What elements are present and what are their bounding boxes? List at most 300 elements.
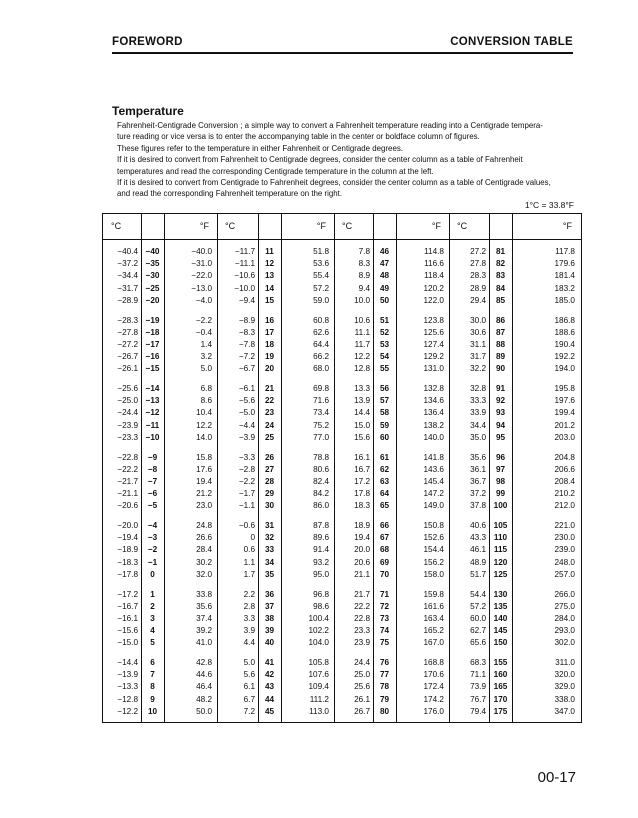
table-row (103, 476, 580, 488)
table-cell-key-value: 69 (379, 557, 390, 567)
table-cell: 91.4 (313, 545, 329, 555)
paragraph-line: If it is desired to convert from Centigrade to Fahrenheit degrees, consider the center column as a table of Centigrade values, (117, 178, 551, 188)
table-cell: 18.9 (354, 521, 370, 530)
table-cell: 35.6 (470, 452, 486, 462)
table-cell-key-value: 15 (264, 295, 275, 305)
table-cell: 55.4 (313, 271, 329, 281)
table-cell: 6.8 (200, 384, 212, 393)
table-cell-key-value: −7 (147, 476, 158, 486)
table-cell: −7.2 (238, 352, 255, 362)
table-cell-key-value: 19 (264, 352, 275, 362)
table-cell-key-value: −2 (147, 545, 158, 555)
table-cell: 64.4 (313, 339, 329, 349)
table-cell: 329.0 (554, 682, 575, 692)
table-cell: 8.3 (358, 259, 370, 269)
table-cell: 183.2 (554, 283, 575, 293)
table-cell-key-value: −17 (145, 339, 160, 349)
table-cell: 118.4 (424, 271, 444, 281)
table-cell: 31.7 (470, 352, 486, 362)
table-cell: 185.0 (554, 295, 575, 305)
table-cell: 5.0 (200, 364, 212, 374)
page-number: 00-17 (537, 769, 576, 786)
table-cell: 98.6 (313, 601, 329, 611)
table-cell: 60.8 (313, 315, 329, 325)
table-row (103, 395, 580, 407)
table-cell-key-value: 58 (379, 408, 390, 418)
table-cell-key-value: 35 (264, 569, 275, 579)
table-cell: −11.1 (234, 259, 255, 269)
table-cell-key-value: 0 (150, 569, 155, 579)
table-cell: 37.4 (196, 613, 212, 623)
table-cell-key-value: −15 (145, 364, 160, 374)
table-cell: 54.4 (470, 589, 486, 599)
table-cell-key-value: 49 (379, 283, 390, 293)
table-cell: −1.1 (238, 501, 255, 511)
table-cell: 147.2 (423, 489, 444, 499)
table-cell: 14.0 (196, 432, 212, 442)
table-cell-key-value: −35 (145, 259, 160, 269)
table-cell: −4.0 (195, 295, 212, 305)
table-cell: 30.2 (196, 557, 212, 567)
table-cell: 275.0 (554, 601, 575, 611)
table-cell-key-value: −20 (145, 295, 160, 305)
table-cell: 21.1 (354, 569, 370, 579)
table-cell: −10.0 (234, 283, 255, 293)
table-cell-key-value: 32 (264, 533, 275, 543)
table-row (103, 363, 580, 375)
table-cell: 266.0 (554, 589, 575, 599)
table-cell-key-value: −9 (147, 452, 158, 462)
table-cell: 33.9 (470, 408, 486, 418)
table-cell: 208.4 (554, 476, 575, 486)
table-row (103, 452, 580, 464)
table-cell: −0.4 (195, 327, 212, 337)
table-cell-key-value: 7 (150, 670, 155, 680)
table-cell: −17.2 (117, 589, 138, 599)
table-row (103, 383, 580, 395)
table-cell-key-value: −4 (147, 521, 158, 530)
table-row-group (103, 383, 580, 444)
table-cell: 12.2 (354, 352, 370, 362)
table-cell: 159.8 (423, 589, 444, 599)
table-row (103, 601, 580, 613)
table-cell-key-value: 53 (379, 339, 390, 349)
table-cell: 93.2 (313, 557, 329, 567)
table-cell: 17.6 (196, 464, 212, 474)
table-cell-key-value: 71 (379, 589, 390, 599)
table-cell-key-value: 33 (264, 545, 275, 555)
table-cell: 12.8 (354, 364, 370, 374)
table-cell: 33.8 (196, 589, 212, 599)
table-cell-key-value: 8 (150, 682, 155, 692)
table-cell: −25.0 (117, 396, 138, 406)
table-cell: 34.4 (470, 420, 486, 430)
table-cell-key-value: 37 (264, 601, 275, 611)
table-row-group (103, 589, 580, 650)
table-cell-key-value: 90 (495, 364, 506, 374)
table-cell: 35.6 (196, 601, 212, 611)
table-cell: 57.2 (470, 601, 486, 611)
table-cell: 138.2 (423, 420, 444, 430)
header-title: CONVERSION TABLE (450, 36, 573, 48)
table-cell-key-value: 84 (495, 283, 506, 293)
table-cell: 204.8 (554, 452, 575, 462)
table-cell-key-value: 80 (379, 706, 390, 716)
table-cell: 27.8 (470, 259, 486, 269)
table-cell-key-value: 38 (264, 613, 275, 623)
table-cell: 1.1 (243, 557, 255, 567)
table-cell-key-value: −12 (145, 408, 160, 418)
table-row (103, 657, 580, 669)
table-cell: 293.0 (554, 626, 575, 636)
table-cell-key-value: 87 (495, 327, 506, 337)
table-cell: 161.6 (423, 601, 444, 611)
table-cell: 76.7 (470, 694, 486, 704)
table-cell: 68.3 (470, 658, 486, 667)
table-cell: 190.4 (554, 339, 575, 349)
table-cell-key-value: −3 (147, 533, 158, 543)
table-cell: 28.9 (470, 283, 486, 293)
table-cell-key-value: 27 (264, 464, 275, 474)
table-cell: 2.2 (243, 589, 255, 599)
table-cell-key-value: 1 (150, 589, 155, 599)
table-cell-key-value: −18 (145, 327, 160, 337)
table-cell-key-value: 59 (379, 420, 390, 430)
table-cell: 23.0 (196, 501, 212, 511)
table-cell: 116.6 (424, 259, 444, 269)
table-cell: 53.6 (313, 259, 329, 269)
table-cell: 62.6 (313, 327, 329, 337)
table-row (103, 339, 580, 351)
table-cell: −13.9 (117, 670, 138, 680)
table-cell: −37.2 (117, 259, 138, 269)
table-cell: 195.8 (554, 384, 575, 393)
table-cell: 12.2 (196, 420, 212, 430)
table-cell: 284.0 (554, 613, 575, 623)
table-cell: 117.8 (555, 247, 575, 256)
table-cell: −20.0 (117, 521, 138, 530)
table-cell: 347.0 (554, 706, 575, 716)
table-cell: 122.0 (423, 295, 444, 305)
table-cell: 41.0 (196, 638, 212, 648)
paragraph-line: ture reading or vice versa is to enter the accompanying table in the center or boldface column of figures. (117, 132, 480, 142)
table-cell: 69.8 (313, 384, 329, 393)
table-row (103, 706, 580, 718)
table-cell: 1.4 (200, 339, 212, 349)
table-cell: 6.1 (243, 682, 255, 692)
table-cell: −22.2 (117, 464, 138, 474)
table-cell-key-value: 75 (379, 638, 390, 648)
table-cell: 46.1 (470, 545, 486, 555)
table-cell: 95.0 (313, 569, 329, 579)
table-cell: 136.4 (423, 408, 444, 418)
table-cell: 8.6 (200, 396, 212, 406)
table-cell: 199.4 (554, 408, 575, 418)
table-cell: −21.1 (117, 489, 138, 499)
table-cell: 165.2 (423, 626, 444, 636)
table-cell: 87.8 (313, 521, 329, 530)
table-cell: 32.8 (470, 384, 486, 393)
table-cell: 28.3 (470, 271, 486, 281)
table-cell-key-value: 82 (495, 259, 506, 269)
table-cell-key-value: 17 (264, 327, 275, 337)
table-row (103, 295, 580, 307)
table-cell-key-value: −30 (145, 271, 160, 281)
table-cell: 9.4 (358, 283, 370, 293)
table-row-group (103, 452, 580, 513)
table-cell: 48.9 (470, 557, 486, 567)
table-cell: −10.6 (234, 271, 255, 281)
table-cell: 36.1 (470, 464, 486, 474)
table-cell: 100.4 (308, 613, 329, 623)
table-cell: 123.8 (423, 315, 444, 325)
table-row (103, 557, 580, 569)
table-cell-key-value: 86 (495, 315, 506, 325)
table-row (103, 420, 580, 432)
table-cell: 158.0 (423, 569, 444, 579)
table-cell: 71.1 (470, 670, 486, 680)
table-cell: 167.0 (423, 638, 444, 648)
table-cell-key-value: 10 (147, 706, 158, 716)
table-cell-key-value: 57 (379, 396, 390, 406)
table-cell: 23.3 (354, 626, 370, 636)
table-cell-key-value: 42 (264, 670, 275, 680)
table-cell: 192.2 (554, 352, 575, 362)
table-cell: 230.0 (554, 533, 575, 543)
table-row (103, 407, 580, 419)
table-cell: 212.0 (554, 501, 575, 511)
table-cell: −0.6 (238, 521, 255, 530)
table-cell: 30.6 (470, 327, 486, 337)
table-cell: 10.6 (354, 315, 370, 325)
table-cell-key-value: −5 (147, 501, 158, 511)
table-cell: 60.0 (470, 613, 486, 623)
paragraph-line: These figures refer to the temperature in either Fahrenheit or Centigrade degrees. (117, 143, 403, 153)
table-cell-key-value: 81 (495, 247, 506, 256)
table-cell: 26.7 (354, 706, 370, 716)
table-cell: −3.3 (238, 452, 255, 462)
table-cell-key-value: 14 (264, 283, 275, 293)
table-cell-key-value: 100 (493, 501, 508, 511)
table-cell: 29.4 (470, 295, 486, 305)
table-header-cell: °F (199, 221, 209, 231)
table-cell-key-value: 50 (379, 295, 390, 305)
table-cell-key-value: 135 (493, 601, 508, 611)
table-cell-key-value: 73 (379, 613, 390, 623)
table-cell: 78.8 (313, 452, 329, 462)
table-cell: 7.8 (358, 247, 370, 256)
table-row (103, 351, 580, 363)
table-cell: −14.4 (117, 658, 138, 667)
table-cell-key-value: −13 (145, 396, 160, 406)
table-cell: 302.0 (554, 638, 575, 648)
table-cell: 19.4 (196, 476, 212, 486)
table-cell-key-value: 26 (264, 452, 275, 462)
table-cell: −26.1 (117, 364, 138, 374)
table-cell-key-value: 150 (493, 638, 508, 648)
table-cell: −18.3 (117, 557, 138, 567)
table-cell-key-value: 36 (264, 589, 275, 599)
table-cell: 15.0 (354, 420, 370, 430)
table-cell: −15.6 (117, 626, 138, 636)
table-cell: 46.4 (196, 682, 212, 692)
table-cell: 16.1 (354, 452, 370, 462)
table-row (103, 464, 580, 476)
table-cell: 134.6 (423, 396, 444, 406)
table-cell: 31.1 (470, 339, 486, 349)
table-row (103, 327, 580, 339)
table-cell: 71.6 (313, 396, 329, 406)
table-cell: −25.6 (117, 384, 138, 393)
table-header-cell: °C (111, 221, 122, 231)
table-cell-key-value: 43 (264, 682, 275, 692)
table-cell-key-value: −19 (145, 315, 160, 325)
table-cell: 22.2 (354, 601, 370, 611)
table-header-cell (141, 214, 164, 239)
header-rule (112, 52, 573, 54)
table-cell: 172.4 (423, 682, 444, 692)
table-cell: −20.6 (117, 501, 138, 511)
table-cell: 44.6 (196, 670, 212, 680)
table-cell: 3.9 (243, 626, 255, 636)
table-cell-key-value: 24 (264, 420, 275, 430)
table-cell: 174.2 (423, 694, 444, 704)
table-cell-key-value: 70 (379, 569, 390, 579)
table-cell: 68.0 (313, 364, 329, 374)
table-row (103, 669, 580, 681)
table-cell: 152.6 (423, 533, 444, 543)
paragraph-line: If it is desired to convert from Fahrenheit to Centigrade degrees, consider the center column as a table of Fahrenheit (117, 155, 523, 165)
table-cell-key-value: 96 (495, 452, 506, 462)
table-cell: 149.0 (423, 501, 444, 511)
table-cell: 129.2 (423, 352, 444, 362)
table-cell: 107.6 (308, 670, 329, 680)
table-cell: 48.2 (196, 694, 212, 704)
table-cell-key-value: 30 (264, 501, 275, 511)
table-cell: 201.2 (554, 420, 575, 430)
table-cell: −26.7 (117, 352, 138, 362)
table-cell: −27.8 (117, 327, 138, 337)
table-cell: 145.4 (423, 476, 444, 486)
table-cell-key-value: 74 (379, 626, 390, 636)
table-cell-key-value: 34 (264, 557, 275, 567)
table-cell: 35.0 (470, 432, 486, 442)
table-header-cell: °C (342, 221, 353, 231)
table-cell: 163.4 (423, 613, 444, 623)
table-header-cell: °F (431, 221, 441, 231)
table-cell-key-value: 51 (379, 315, 390, 325)
table-cell: 84.2 (313, 489, 329, 499)
table-cell-key-value: 12 (264, 259, 275, 269)
table-cell: 179.6 (554, 259, 575, 269)
table-cell: 132.8 (423, 384, 444, 393)
table-cell: 120.2 (423, 283, 444, 293)
table-cell-key-value: 46 (379, 247, 390, 256)
table-cell: −11.7 (234, 247, 255, 256)
table-row (103, 613, 580, 625)
table-cell-key-value: 79 (379, 694, 390, 704)
table-row-group (103, 520, 580, 581)
table-cell: 5.0 (243, 658, 255, 667)
table-cell: 248.0 (554, 557, 575, 567)
table-cell-key-value: −1 (147, 557, 158, 567)
table-cell: −1.7 (238, 489, 255, 499)
table-cell-key-value: 21 (264, 384, 275, 393)
table-cell: 22.8 (354, 613, 370, 623)
table-header-cell (489, 214, 512, 239)
table-cell: 2.8 (243, 601, 255, 611)
table-cell: 32.0 (196, 569, 212, 579)
table-cell-key-value: 3 (150, 613, 155, 623)
table-cell: 3.3 (243, 613, 255, 623)
table-cell-key-value: 45 (264, 706, 275, 716)
table-cell: 1.7 (243, 569, 255, 579)
table-cell-key-value: 6 (150, 658, 155, 667)
table-cell: 17.8 (354, 489, 370, 499)
table-cell: 104.0 (308, 638, 329, 648)
table-cell-key-value: 40 (264, 638, 275, 648)
table-cell: −8.3 (238, 327, 255, 337)
table-cell: −22.0 (191, 271, 212, 281)
table-cell: 59.0 (313, 295, 329, 305)
paragraph-line: temperatures and read the corresponding Centigrade temperature in the column at the left. (117, 166, 434, 176)
table-cell: 57.2 (313, 283, 329, 293)
table-cell: 311.0 (555, 658, 575, 667)
table-cell-key-value: 67 (379, 533, 390, 543)
table-cell-key-value: −16 (145, 352, 160, 362)
table-cell-key-value: −14 (145, 384, 160, 393)
table-cell: 143.6 (423, 464, 444, 474)
table-cell: −6.1 (238, 384, 255, 393)
table-cell: 239.0 (554, 545, 575, 555)
table-cell: 3.2 (200, 352, 212, 362)
table-cell: 0.6 (243, 545, 255, 555)
table-cell: 73.9 (470, 682, 486, 692)
table-cell-key-value: −10 (145, 432, 160, 442)
table-cell: −16.7 (117, 601, 138, 611)
table-cell-key-value: 77 (379, 670, 390, 680)
table-cell: 39.2 (196, 626, 212, 636)
table-cell: −21.7 (117, 476, 138, 486)
table-cell: 50.0 (196, 706, 212, 716)
table-cell-key-value: 66 (379, 521, 390, 530)
table-cell: 96.8 (313, 589, 329, 599)
table-cell: 197.6 (554, 396, 575, 406)
table-cell: 77.0 (313, 432, 329, 442)
table-cell-key-value: 95 (495, 432, 506, 442)
table-cell: 203.0 (554, 432, 575, 442)
table-row (103, 270, 580, 282)
table-cell-key-value: 28 (264, 476, 275, 486)
table-cell: 17.2 (354, 476, 370, 486)
table-row (103, 681, 580, 693)
table-row (103, 544, 580, 556)
table-cell: 168.8 (423, 658, 444, 667)
table-cell: −13.3 (117, 682, 138, 692)
table-cell-key-value: 55 (379, 364, 390, 374)
table-cell-key-value: 52 (379, 327, 390, 337)
table-cell-key-value: 170 (493, 694, 508, 704)
table-cell: 181.4 (554, 271, 575, 281)
table-cell: −2.2 (195, 315, 212, 325)
section-title: Temperature (112, 104, 184, 118)
table-cell-key-value: 16 (264, 315, 275, 325)
table-row (103, 258, 580, 270)
table-cell: 338.0 (554, 694, 575, 704)
table-cell: 257.0 (554, 569, 575, 579)
table-cell: 131.0 (423, 364, 444, 374)
table-cell: 150.8 (423, 521, 444, 530)
